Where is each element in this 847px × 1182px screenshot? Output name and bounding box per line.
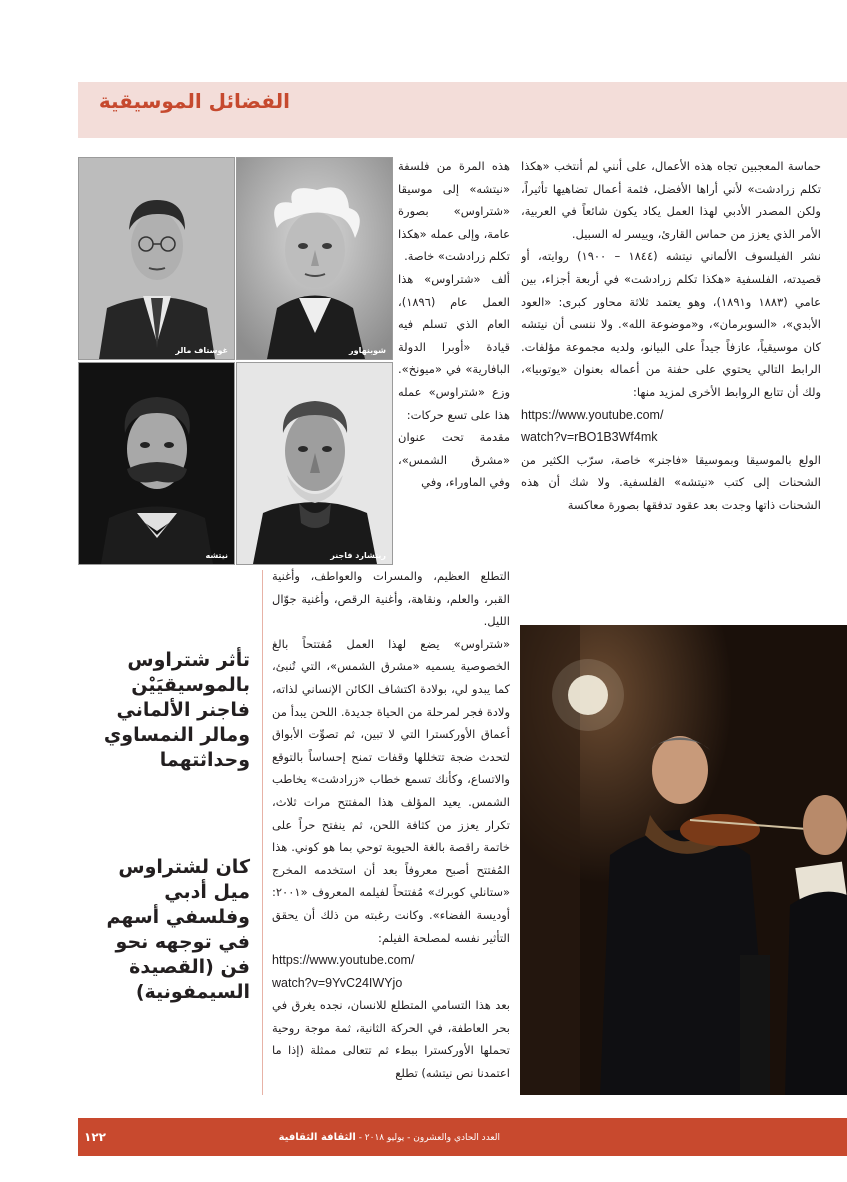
concert-photo-image [520,625,847,1095]
portrait-schopenhauer [236,157,393,360]
youtube-link[interactable] [521,404,821,449]
paragraph: «شتراوس» يضع لهذا العمل مُفتتحاً بالغ الخصوصية يسميه «مشرق الشمس»، التي تُنبئ، كما يبدو لي، بولادة اكتشاف الكائن الإنساني لذاته، ولادة فجر لمرحلة من الحياة جديدة. اللحن يبدأ من أعماق الأوركسترا التي لا تبين، ثم تصوِّت الأبواق لتحدث ضجة تتخللها وقفات تمنح إحساساً بالتوقع والاتساع، وكأنك تسمع خطاب «زرادشت» يخاطب الشمس. يعيد المؤلف هذا المفتتح مرات ثلاث، تكرار يعزز من كثافة اللحن، ثم ينفتح حراً على خاتمة راقصة بالغة الحيوية توحي بما هو كوني. هذا المُفتتح أصبح معروفاً بعد أن استخدمه المخرج «ستانلي كوبرك» مُفتتحاً لفيلمه المعروف «٢٠٠١: أوديسة الفضاء». وكانت رغبته من ذلك أن يحقق التأثير نفسه لمصلحة الفيلم: [272,636,510,945]
pull-quote: كان لشتراوس ميل أدبي وفلسفي أسهم في توجهه نحو فن (القصيدة السيمفونية) [106,856,250,1003]
concert-photo [520,625,847,1095]
paragraph: التطلع العظيم، والمسرات والعواطف، وأغنية القبر، والعلم، ونقاهة، وأغنية الرقص، وأغنية جوّال الليل. [272,569,510,629]
portrait-image [237,363,392,564]
portrait-mahler [78,157,235,360]
magazine-name: الثقافة الثقافية [278,1132,356,1143]
link-line[interactable]: https://www.youtube.com/ [521,407,664,422]
link-line[interactable]: https://www.youtube.com/ [272,953,415,968]
paragraph: هذه المرة من فلسفة «نيتشه» إلى موسيقا «شتراوس» بصورة عامة، وإلى عمله «هكذا تكلم زرادشت» خاصة. [398,159,510,264]
paragraph: مقدمة تحت عنوان «مشرق الشمس»، وفي الماوراء، وفي [398,430,510,490]
portrait-caption: غوستاف مالر [175,346,228,355]
paragraph: ألف «شتراوس» هذا العمل عام (١٨٩٦)، العام الذي تسلم فيه قيادة «أوبرا الدولة البافارية» في «ميونخ». وزع «شتراوس» عمله هذا على تسع حركات: [398,271,510,422]
paragraph: بعد هذا التسامي المتطلع للانسان، نجده يغرق في بحر العاطفة، في الحركة الثانية، ثمة موجة روحية تحملها الأوركسترا ببطء ثم تتعالى ممثلة (إذا ما اعتمدنا نص نيتشه) تطلع [272,998,510,1081]
portrait-caption: نيتشه [205,551,228,560]
paragraph: نشر الفيلسوف الألماني نيتشه (١٨٤٤ – ١٩٠٠) روايته، أو قصيدته، الفلسفية «هكذا تكلم زرادشت» في أربعة أجزاء، بين عامي (١٨٨٣ و١٨٩١)، وهو يعتمد ثلاثة محاور كبرى: «العود الأبدي»، «السوبرمان»، و«موضوعة الله». ولا ننسى أن نيتشه كان موسيقياً، عازفاً جيداً على البيانو، ولديه مجموعة مؤلفات. الرابط التالي يحتوي على حفنة من أعماله بعنوان «يوتوبيا»، ولك أن تتابع الروابط الأخرى لمزيد منها: [521,249,821,399]
text-column-middle-narrow [398,155,510,565]
portrait-caption: ريتشارد فاجنر [330,551,386,560]
link-line[interactable]: watch?v=9YvC24IWYjo [272,975,403,990]
link-line[interactable]: watch?v=rBO1B3Wf4mk [521,430,658,445]
footer-issue-info [260,1128,500,1148]
paragraph: حماسة المعجبين تجاه هذه الأعمال، على أنني لم أنتخب «هكذا تكلم زرادشت» لأني أراها الأفضل، فثمة أعمال تضاهيها تأثيراً، ولكن المصدر الأدبي لهذا العمل يكاد يكون شائعاً في العربية، الأمر الذي يعزز من حماس القارئ، وييسر له السبيل. [521,159,821,241]
portrait-caption: شوبنهاور [348,346,386,355]
paragraph: الولع بالموسيقا وبموسيقا «فاجنر» خاصة، سرّب الكثير من الشحنات إلى كتب «نيتشه» الفلسفية. ولا شك أن هذه الشحنات ذاتها وجدت بعد عقود تدفقها بصورة معاكسة [521,452,821,512]
issue-text: العدد الحادي والعشرون - يوليو ٢٠١٨ - [358,1133,500,1143]
portrait-image [237,158,392,359]
pull-quote: تأثر شتراوس بالموسيقيَيْن فاجنر الألماني ومالر النمساوي وحداثتهما [103,649,250,771]
portrait-wagner [236,362,393,565]
portrait-image [79,158,234,359]
portrait-image [79,363,234,564]
text-column-right [521,155,821,615]
portrait-nietzsche [78,362,235,565]
page-number: ١٢٢ [84,1130,106,1144]
text-column-middle-wide [272,565,510,1095]
section-title: الفضائل الموسيقية [98,89,290,113]
column-divider [262,570,263,1095]
youtube-link[interactable] [272,949,510,994]
